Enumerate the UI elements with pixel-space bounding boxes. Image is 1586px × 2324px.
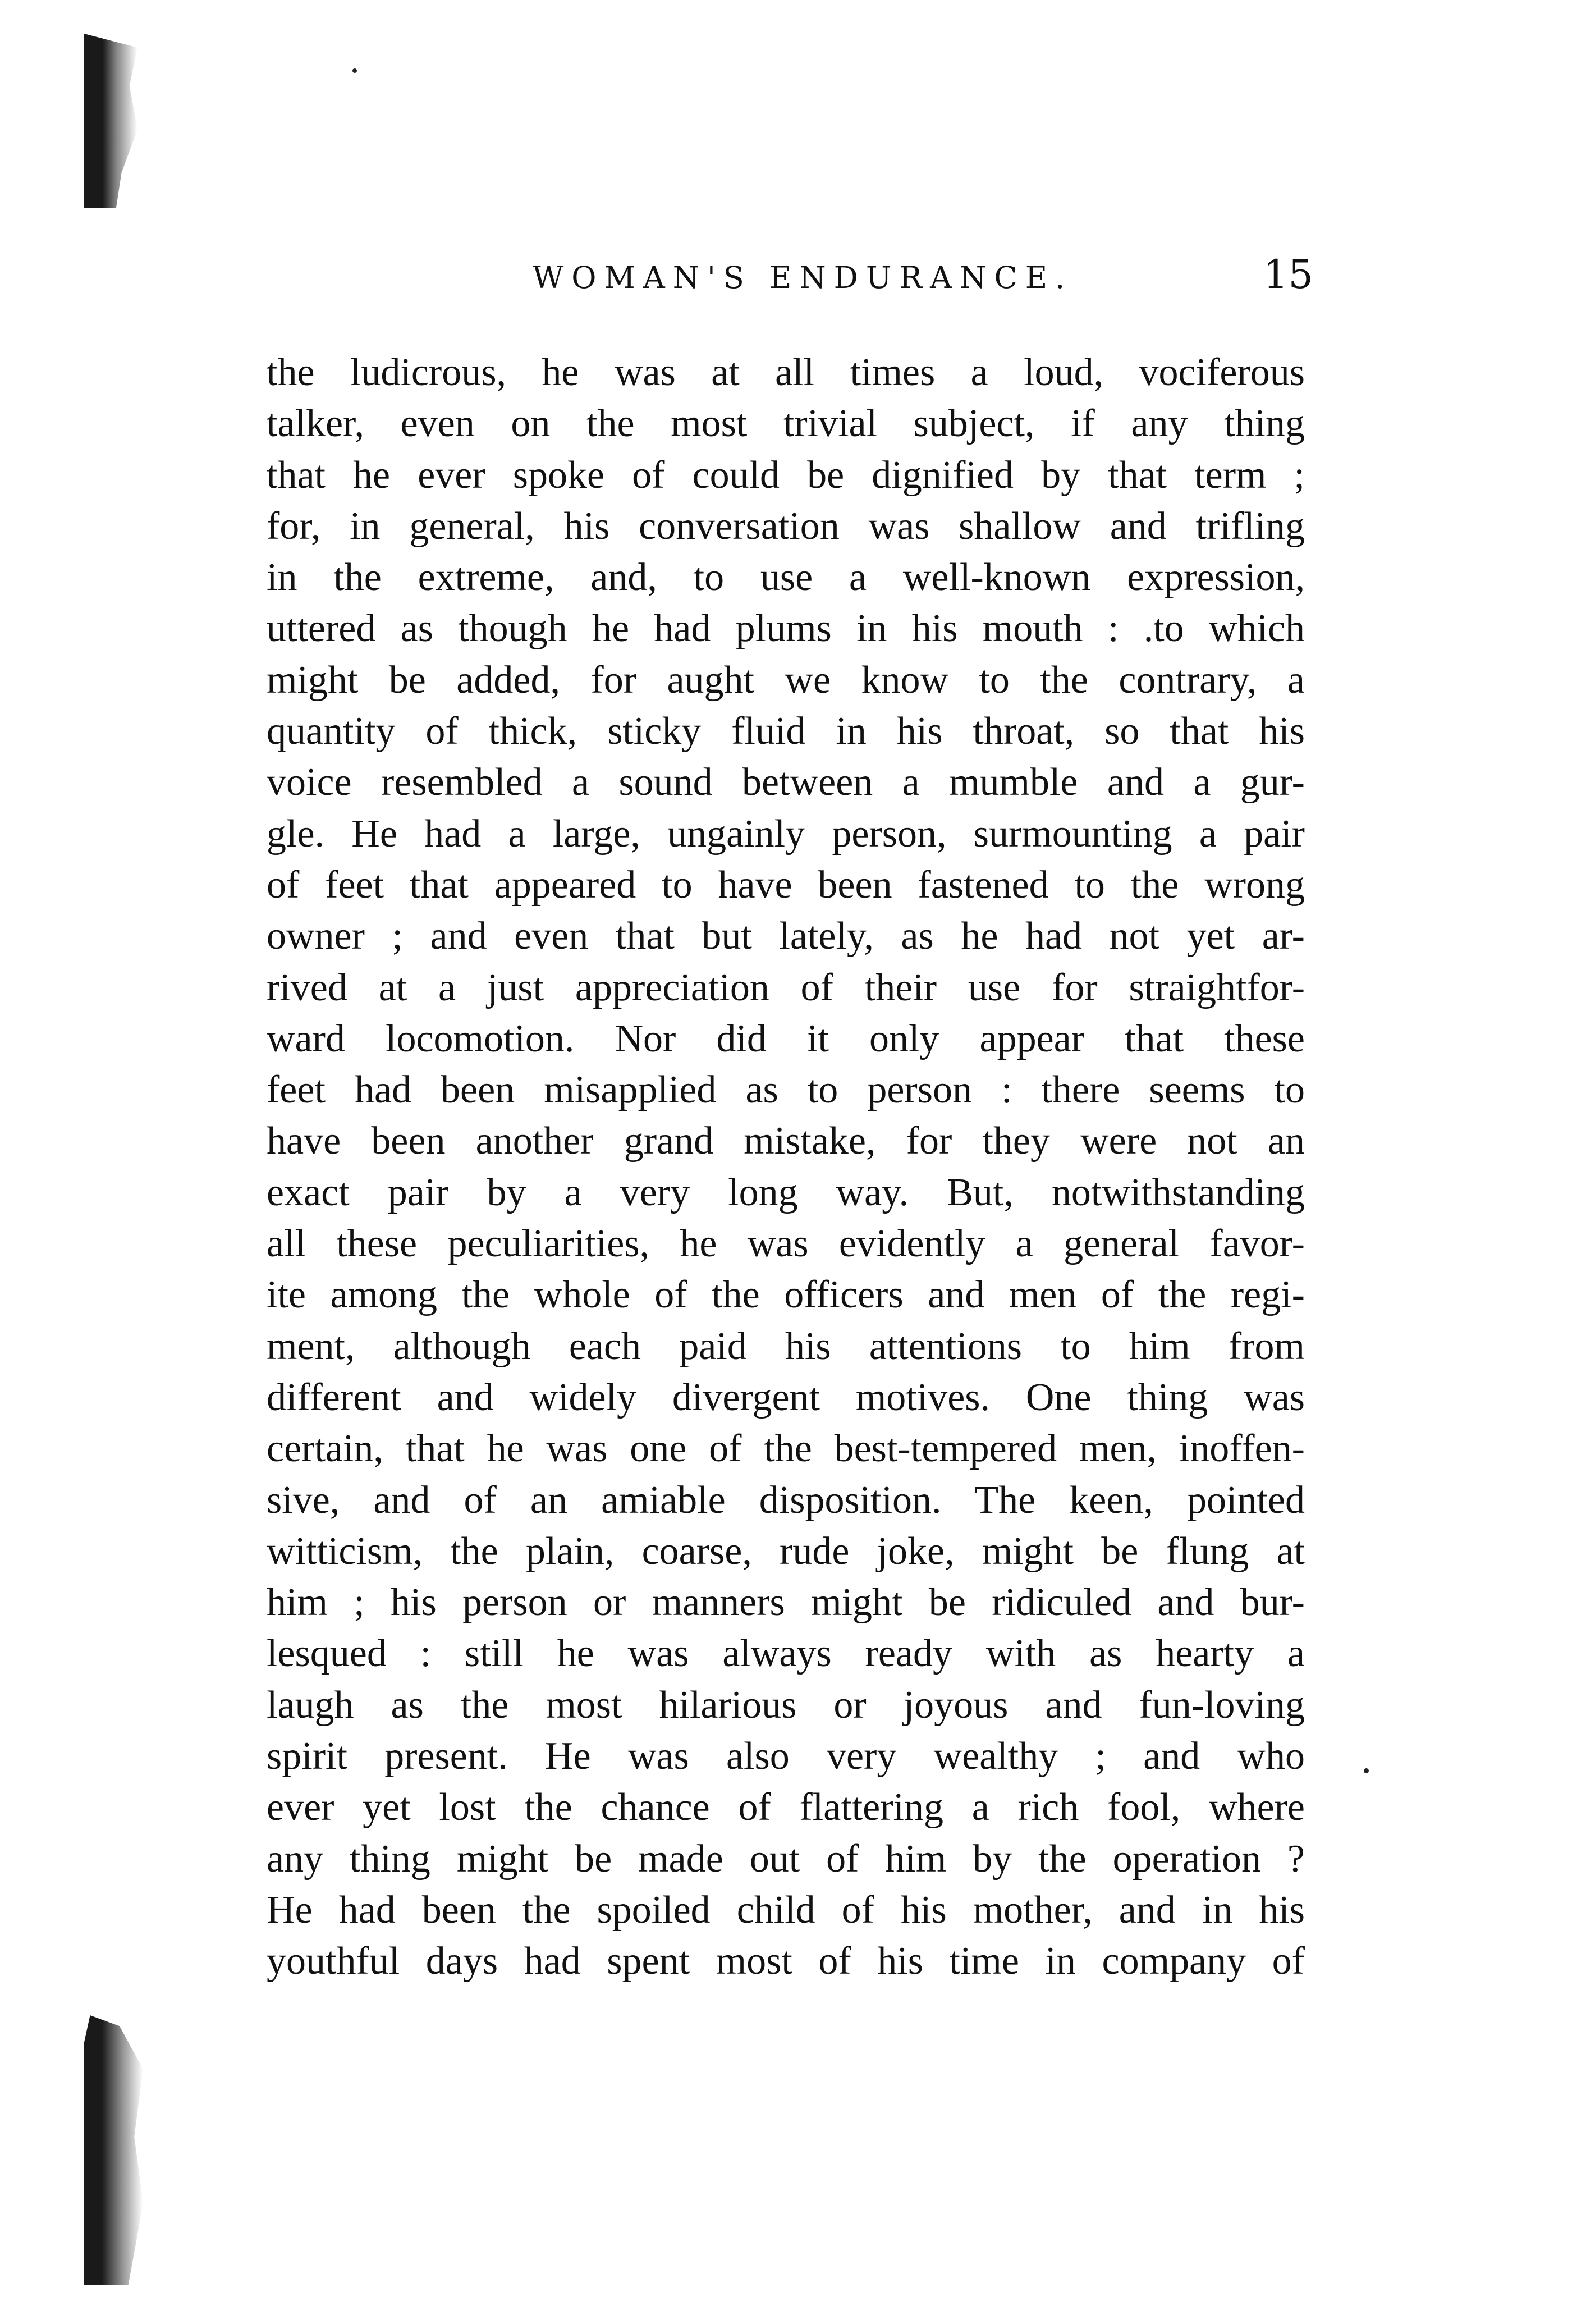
binding-shadow-bottom xyxy=(84,2015,143,2285)
text-line: might be added, for aught we know to the contrary, a xyxy=(267,658,1305,702)
text-line: feet had been misapplied as to person : there seems to xyxy=(267,1068,1305,1112)
text-line: lesqued : still he was always ready with as hearty a xyxy=(267,1632,1305,1676)
text-line: any thing might be made out of him by the operation ? xyxy=(267,1837,1305,1881)
text-line: him ; his person or manners might be ridiculed and bur- xyxy=(267,1581,1305,1625)
text-line: spirit present. He was also very wealthy ; and who xyxy=(267,1735,1305,1778)
text-line: owner ; and even that but lately, as he had not yet ar- xyxy=(267,914,1305,958)
text-line: quantity of thick, sticky fluid in his throat, so that his xyxy=(267,710,1305,753)
text-line: all these peculiarities, he was evidently a general favor- xyxy=(267,1222,1305,1266)
text-line: voice resembled a sound between a mumble and a gur- xyxy=(267,761,1305,804)
text-line: ment, although each paid his attentions to him from xyxy=(267,1324,1305,1368)
text-line: He had been the spoiled child of his mother, and in his xyxy=(267,1888,1305,1932)
running-title: WOMAN'S ENDURANCE. xyxy=(532,260,1073,295)
page-number: 15 xyxy=(1263,251,1313,298)
running-head xyxy=(0,253,1586,303)
text-line: ever yet lost the chance of flattering a rich fool, where xyxy=(267,1786,1305,1829)
text-line: gle. He had a large, ungainly person, surmounting a pair xyxy=(267,812,1305,856)
text-line: for, in general, his conversation was shallow and trifling xyxy=(267,504,1305,548)
text-line: ward locomotion. Nor did it only appear that these xyxy=(267,1017,1305,1060)
text-line: in the extreme, and, to use a well-known expression, xyxy=(267,556,1305,600)
text-line: different and widely divergent motives. One thing was xyxy=(267,1375,1305,1419)
binding-shadow-top xyxy=(84,34,137,208)
text-line: rived at a just appreciation of their use for straightfor- xyxy=(267,966,1305,1009)
text-line: youthful days had spent most of his time in company of xyxy=(267,1939,1305,1983)
ink-speck xyxy=(352,68,357,73)
text-line: talker, even on the most trivial subject, if any thing xyxy=(267,402,1305,446)
text-line: of feet that appeared to have been fastened to the wrong xyxy=(267,863,1305,907)
text-line: certain, that he was one of the best-tempered men, inoffen- xyxy=(267,1427,1305,1471)
body-text xyxy=(267,347,1305,1987)
text-line: that he ever spoke of could be dignified by that term ; xyxy=(267,453,1305,497)
text-line: the ludicrous, he was at all times a loud, vociferous xyxy=(267,351,1305,394)
text-line: exact pair by a very long way. But, notwithstanding xyxy=(267,1170,1305,1214)
text-line: sive, and of an amiable disposition. The keen, pointed xyxy=(267,1478,1305,1522)
ink-speck xyxy=(1364,1768,1369,1773)
text-line: uttered as though he had plums in his mouth : .to which xyxy=(267,607,1305,651)
text-line: laugh as the most hilarious or joyous and fun-loving xyxy=(267,1683,1305,1727)
text-line: witticism, the plain, coarse, rude joke, might be flung at xyxy=(267,1529,1305,1573)
text-line: have been another grand mistake, for they were not an xyxy=(267,1119,1305,1163)
text-line: ite among the whole of the officers and men of the regi- xyxy=(267,1273,1305,1317)
